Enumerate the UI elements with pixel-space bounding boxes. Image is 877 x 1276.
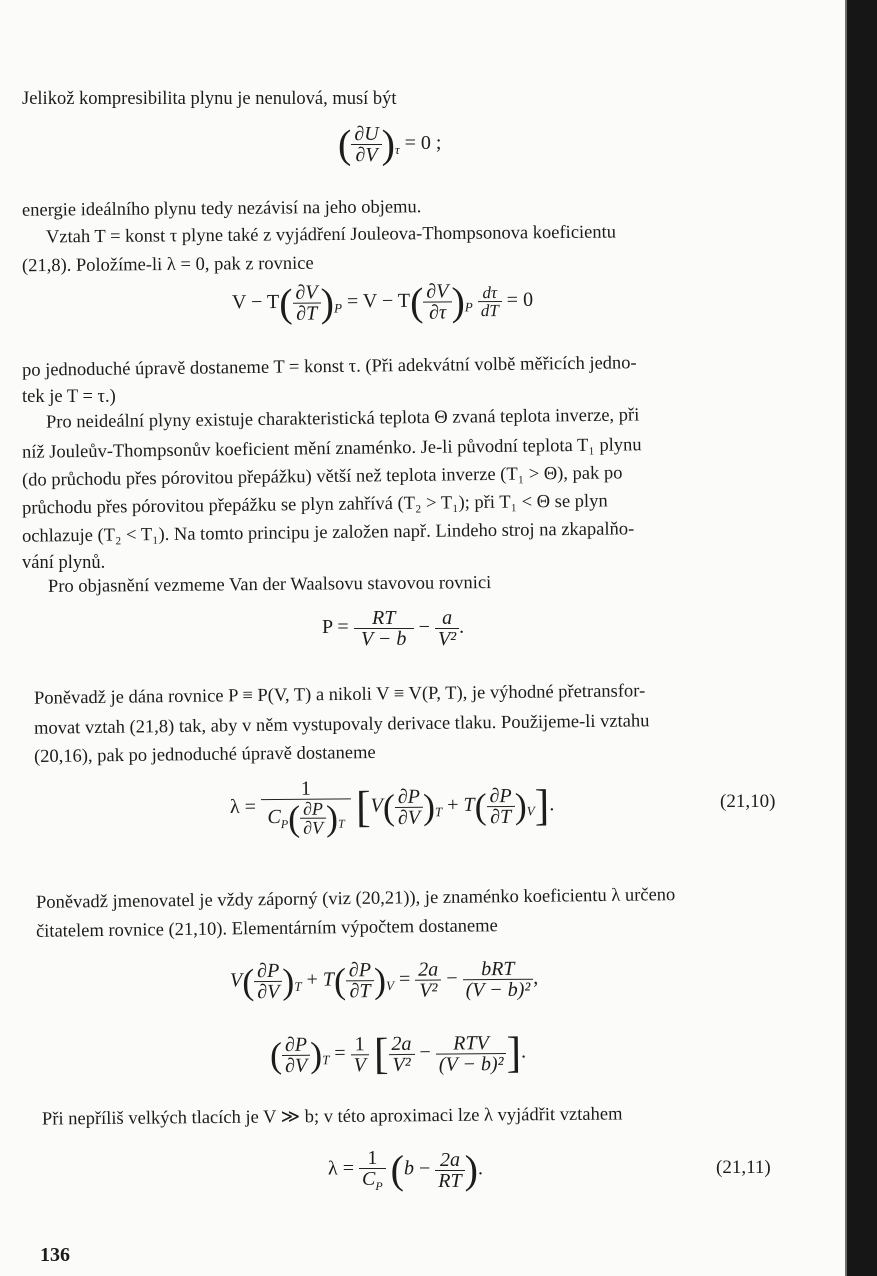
text-line: Poněvadž je dána rovnice P ≡ P(V, T) a nikoli V ≡ V(P, T), je výhodné přetransfor-: [33, 681, 646, 709]
page-number: 136: [40, 1244, 70, 1266]
text-line: Pro neideální plyny existuje charakteristická teplota Θ zvaná teplota inverze, při: [45, 405, 640, 433]
text-line: (21,8). Položíme-li λ = 0, pak z rovnice: [21, 253, 314, 277]
text-line: Při nepříliš velkých tlacích je V ≫ b; v této aproximaci lze λ vyjádřit vztahem: [41, 1104, 623, 1130]
text-line: ochlazuje (T₂ < T₁). Na tomto principu je založen např. Lindeho stroj na zkapalňo-: [21, 519, 635, 547]
text-line: čitatelem rovnice (21,10). Elementárním výpočtem dostaneme: [35, 916, 498, 942]
equation-number: (21,11): [716, 1157, 771, 1178]
text-line: vání plynů.: [22, 553, 106, 573]
text-line: po jednoduché úpravě dostaneme T = konst τ. (Při adekvátní volbě měřicích jedno-: [21, 353, 637, 381]
text-line: průchodu přes pórovitou přepážku se plyn zahřívá (T₂ > T₁); při T₁ < Θ se plyn: [21, 491, 608, 519]
equation-lambda-21-11: λ = $\frac{1}{C_P}$ (b − $\frac{2a}{RT}$ ).: [328, 1147, 483, 1193]
text-line: Poněvadž jmenovatel je vždy záporný (viz (20,21)), je znaménko koeficientu λ určeno: [35, 885, 676, 913]
equation-van-der-waals: P = $\frac{RT}{V - b}$ − $\frac{a}{\text{V²}}$ .: [322, 607, 465, 650]
equation-numerator-expansion: V( $\frac{\partial P}{\partial V}$ )$_T + T$( $\frac{\partial P}{\partial T}$ )$_V$ = $\frac{2a}{\text{V²}}$ − $\frac{\text{bRT}}{\text{(V − b)²}}$ ,: [229, 957, 539, 1004]
text-line: tek je T = τ.): [22, 387, 116, 407]
text-line: energie ideálního plynu tedy nezávisí na jeho objemu.: [21, 197, 422, 221]
equation-joule-thompson-zero: V − T( $\frac{\partial V}{\partial T}$ )$_P = V - T$( $\frac{\partial V}{\partial\tau}$ )$_P$ $\frac{d\tau}{dT}$ = 0: [231, 278, 534, 326]
equation-lambda-21-10: λ = 1 $C_P$( $\frac{\partial P}{\partial V}$ )$_T$ [V( $\frac{\partial P}{\partial V}$ )$_T + T$( $\frac{\partial P}{\partial T}$ )$_V$].: [229, 777, 555, 839]
text-line: (20,16), pak po jednoduché úpravě dostaneme: [33, 742, 376, 768]
text-line: (do průchodu přes pórovitou přepážku) větší než teplota inverze (T₁ > Θ), pak po: [21, 463, 623, 491]
text-line: Pro objasnění vezmeme Van der Waalsovu stavovou rovnici: [47, 573, 492, 597]
text-line: Vztah T = konst τ plyne také z vyjádření Jouleova-Thompsonova koeficientu: [45, 222, 617, 248]
text-line: níž Jouleův-Thompsonův koeficient mění znaménko. Je-li původní teplota T₁ plynu: [21, 435, 642, 463]
equation-du-dv: ( $\frac{\partial U}{\partial V}$ )$_\tau = 0$ ;: [338, 121, 442, 167]
page-binding-edge: [847, 0, 877, 1276]
page-binding-shadow: [845, 0, 847, 1276]
equation-number: (21,10): [720, 791, 776, 812]
equation-dp-dv: ( $\frac{\partial P}{\partial V}$ )$_T$ = $\frac{1}{V}$ [ $\frac{2a}{\text{V²}}$ − $\frac{\text{RTV}}{\text{(V − b)²}}$ ].: [269, 1027, 527, 1079]
text-line: movat vztah (21,8) tak, aby v něm vystupovaly derivace tlaku. Použijeme-li vztahu: [33, 711, 650, 739]
text-line: Jelikož kompresibilita plynu je nenulová, musí být: [22, 89, 397, 109]
